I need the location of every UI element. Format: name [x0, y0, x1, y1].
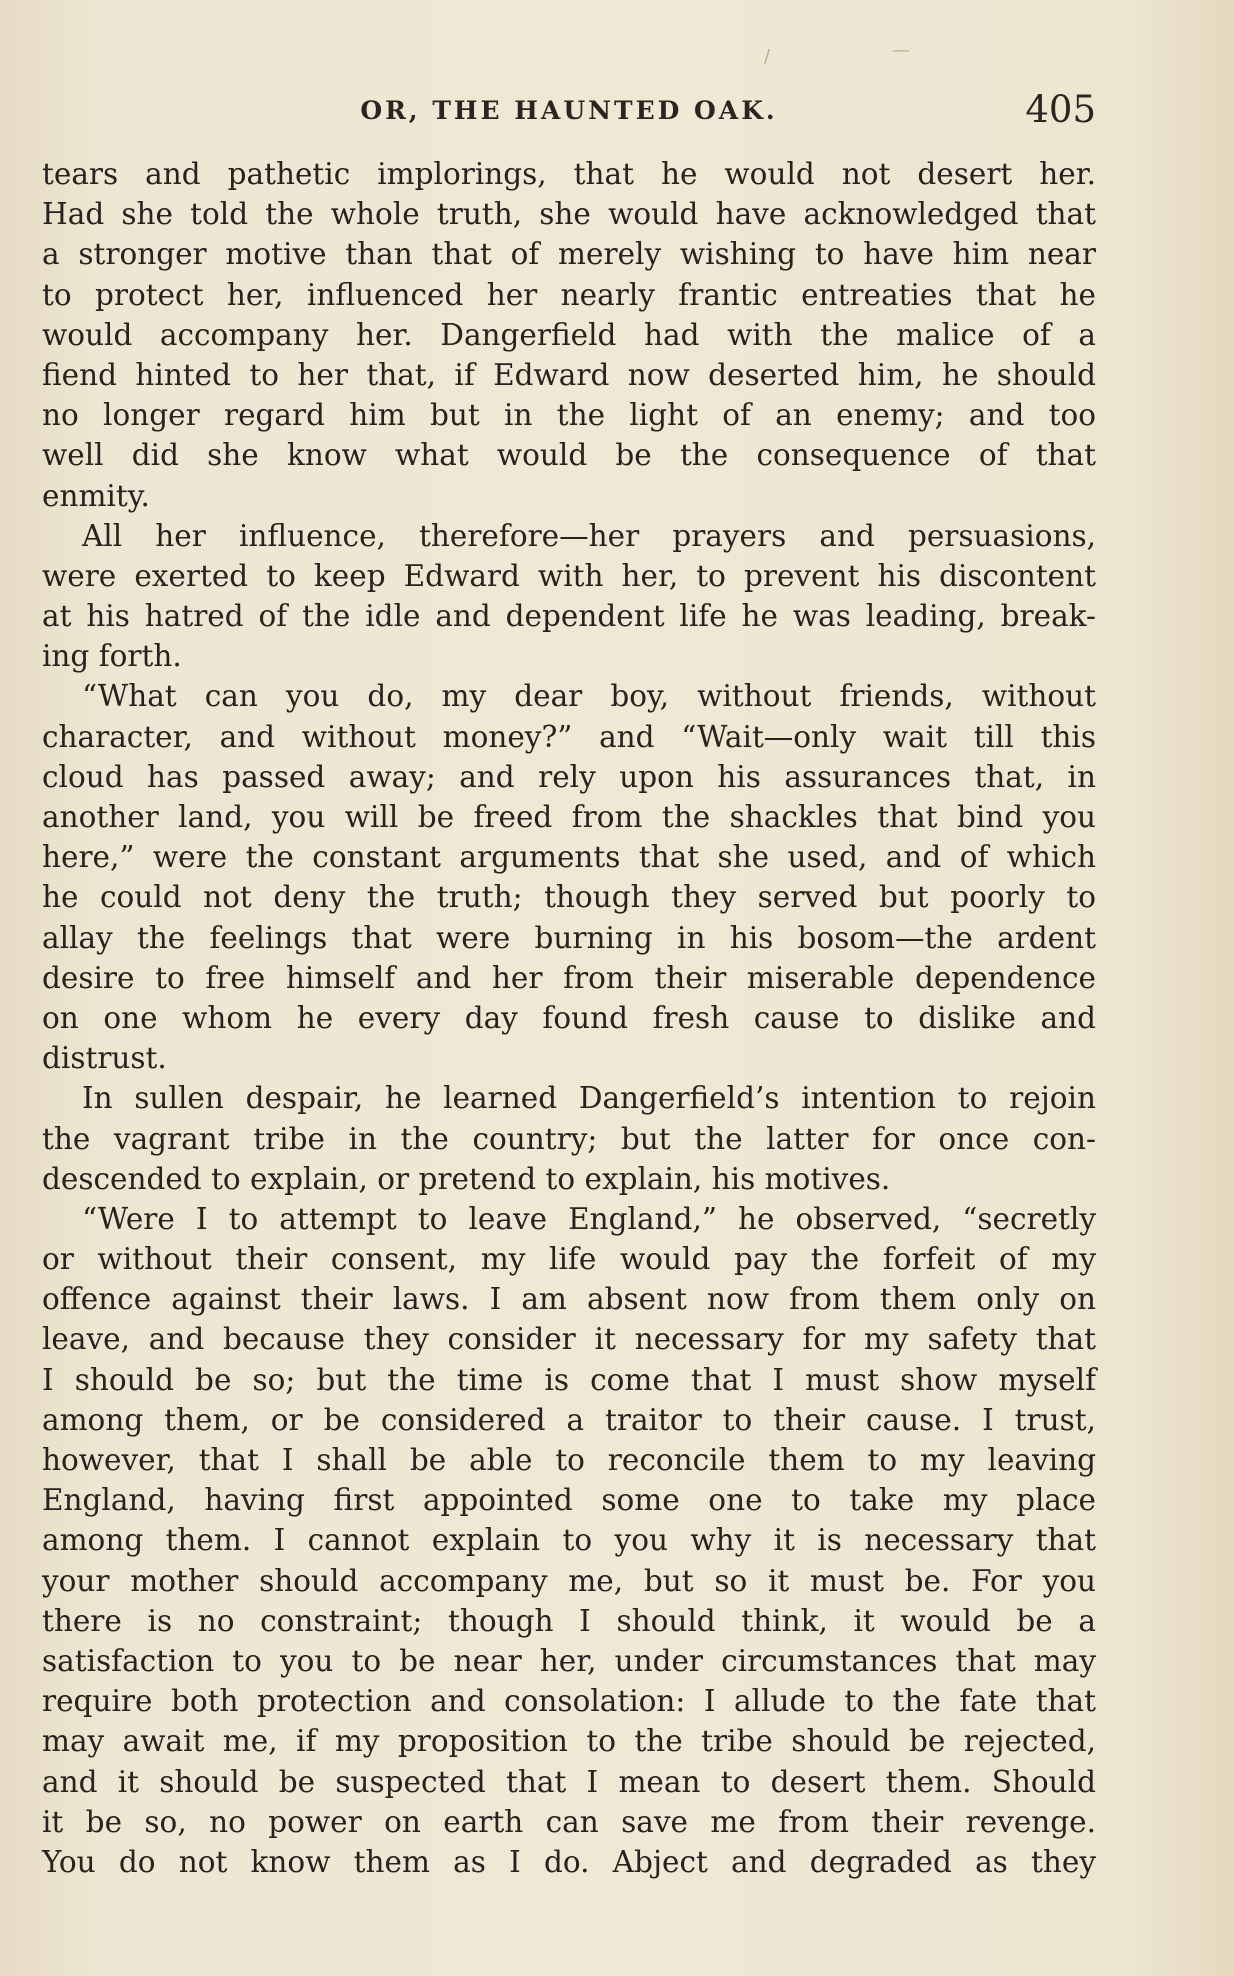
running-title: OR, THE HAUNTED OAK. — [360, 96, 778, 125]
text-line: allay the feelings that were burning in his bosom—the ardent — [42, 920, 1096, 955]
text-line: character, and without money?” and “Wait—only wait till this — [42, 719, 1096, 754]
text-line: In sullen despair, he learned Dangerfield’s intention to rejoin — [82, 1081, 1096, 1116]
text-line: no longer regard him but in the light of an enemy; and too — [42, 398, 1096, 433]
text-line: “What can you do, my dear boy, without friends, without — [82, 679, 1096, 714]
text-line: to protect her, influenced her nearly frantic entreaties that he — [42, 277, 1096, 312]
text-line: distrust. — [42, 1041, 167, 1076]
text-line: descended to explain, or pretend to explain, his motives. — [42, 1161, 891, 1196]
text-line: All her influence, therefore—her prayers and persuasions, — [82, 518, 1096, 553]
text-line: it be so, no power on earth can save me from their revenge. — [42, 1804, 1096, 1839]
text-line: I should be so; but the time is come that I must show myself — [42, 1362, 1096, 1397]
text-line: desire to free himself and her from their miserable dependence — [42, 960, 1096, 995]
text-line: or without their consent, my life would pay the forfeit of my — [42, 1242, 1096, 1277]
text-line: however, that I shall be able to reconcile them to my leaving — [42, 1443, 1096, 1477]
body-text — [42, 154, 1096, 1882]
text-line: enmity. — [42, 478, 150, 513]
text-line: require both protection and consolation: I allude to the fate that — [42, 1684, 1096, 1719]
text-line: here,” were the constant arguments that she used, and of which — [42, 840, 1096, 875]
text-line: would accompany her. Dangerfield had with the malice of a — [42, 317, 1096, 352]
text-line: there is no constraint; though I should think, it would be a — [42, 1603, 1096, 1638]
text-line: “Were I to attempt to leave England,” he observed, “secretly — [82, 1201, 1096, 1236]
text-line: may await me, if my proposition to the tribe should be rejected, — [42, 1724, 1096, 1759]
scan-dash: — — [892, 40, 910, 61]
text-line: Had she told the whole truth, she would have acknowledged that — [42, 197, 1096, 232]
text-line: well did she know what would be the consequence of that — [42, 438, 1096, 473]
text-line: You do not know them as I do. Abject and degraded as they — [42, 1844, 1096, 1879]
text-line: fiend hinted to her that, if Edward now deserted him, he should — [42, 357, 1096, 392]
page-number: 405 — [1025, 88, 1096, 131]
text-line: among them. I cannot explain to you why it is necessary that — [42, 1523, 1096, 1558]
text-line: leave, and because they consider it necessary for my safety that — [42, 1322, 1096, 1357]
text-line: satisfaction to you to be near her, under circumstances that may — [42, 1643, 1096, 1678]
text-line: among them, or be considered a traitor to their cause. I trust, — [42, 1402, 1096, 1437]
text-line: he could not deny the truth; though they served but poorly to — [42, 880, 1096, 915]
page-header — [42, 88, 1096, 138]
text-line: your mother should accompany me, but so it must be. For you — [42, 1563, 1096, 1598]
text-line: another land, you will be freed from the shackles that bind you — [42, 800, 1096, 834]
text-line: at his hatred of the idle and dependent life he was leading, break- — [42, 599, 1096, 634]
text-line: a stronger motive than that of merely wishing to have him near — [42, 237, 1096, 272]
text-line: on one whom he every day found fresh cause to dislike and — [42, 1000, 1096, 1035]
text-line: cloud has passed away; and rely upon his assurances that, in — [42, 759, 1096, 794]
text-line: were exerted to keep Edward with her, to prevent his discontent — [42, 558, 1096, 593]
text-line: ing forth. — [42, 639, 182, 674]
text-line: England, having first appointed some one to take my place — [42, 1483, 1096, 1518]
text-line: offence against their laws. I am absent now from them only on — [42, 1282, 1096, 1317]
text-line: the vagrant tribe in the country; but the latter for once con- — [42, 1121, 1096, 1156]
text-line: and it should be suspected that I mean to desert them. Should — [42, 1764, 1096, 1799]
text-line: tears and pathetic implorings, that he would not desert her. — [42, 157, 1096, 191]
scan-speck: / — [764, 46, 771, 67]
